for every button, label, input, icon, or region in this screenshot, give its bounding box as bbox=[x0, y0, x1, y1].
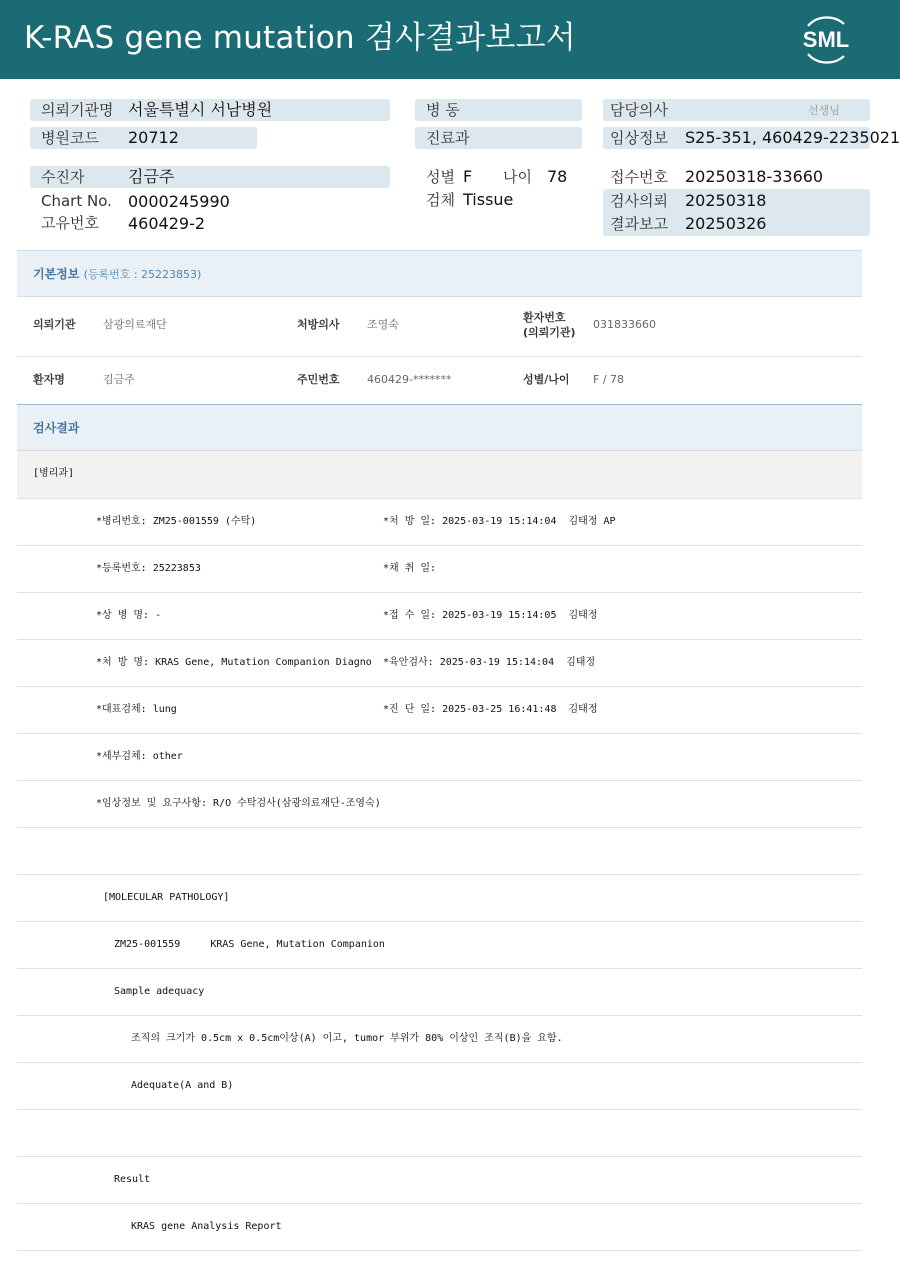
molecular-text: 조직의 크기가 0.5cm x 0.5cm이상(A) 이고, tumor 부위가 80% 이상인 조직(B)을 요함. bbox=[131, 1033, 563, 1044]
basic-info-row-1 bbox=[17, 296, 862, 357]
molecular-row bbox=[17, 1016, 862, 1063]
result-row bbox=[17, 593, 862, 640]
specimen-label: 검체 bbox=[426, 191, 455, 209]
dept-label: 진료과 bbox=[426, 129, 470, 147]
result-right-text: *채 취 일: bbox=[383, 563, 437, 574]
chart-no: 0000245990 bbox=[128, 192, 230, 211]
result-row bbox=[17, 781, 862, 828]
result-row bbox=[17, 640, 862, 687]
molecular-text: KRAS gene Analysis Report bbox=[131, 1221, 282, 1232]
patient-label: 수진자 bbox=[41, 168, 85, 186]
results-heading: 검사결과 bbox=[33, 421, 80, 435]
hospital-code: 20712 bbox=[128, 128, 179, 147]
result-right-text: *육안검사: 2025-03-19 15:14:04 김태정 bbox=[383, 657, 596, 668]
sex-value: F bbox=[463, 167, 473, 186]
clinical-info-label: 임상정보 bbox=[610, 129, 668, 147]
molecular-text: Adequate(A and B) bbox=[131, 1080, 234, 1091]
sml-logo-icon bbox=[796, 12, 856, 66]
result-left-text: *대표검체: lung bbox=[96, 704, 177, 715]
rrn-label: 주민번호 bbox=[297, 373, 340, 386]
molecular-row bbox=[17, 1063, 862, 1110]
result-row bbox=[17, 687, 862, 734]
prescriber-value: 조영숙 bbox=[367, 318, 399, 331]
result-left-text: *등록번호: 25223853 bbox=[96, 563, 201, 574]
dept-label-text: [병리과] bbox=[33, 468, 75, 479]
sex-age-label: 성별/나이 bbox=[523, 373, 570, 386]
molecular-row bbox=[17, 922, 862, 969]
clinical-info: S25-351, 460429-2235021 bbox=[685, 128, 900, 147]
molecular-text: ZM25-001559 KRAS Gene, Mutation Companion bbox=[114, 939, 385, 950]
patient-no-label-1: 환자번호 bbox=[523, 311, 566, 324]
molecular-row bbox=[17, 1110, 862, 1157]
registration-number: (등록번호 : 25223853) bbox=[83, 268, 202, 281]
result-left-text: *상 병 명: - bbox=[96, 610, 162, 621]
receipt-label: 접수번호 bbox=[610, 168, 668, 186]
dept-row bbox=[17, 451, 862, 499]
sex-age-value: F / 78 bbox=[593, 373, 625, 386]
chart-label: Chart No. bbox=[41, 192, 112, 210]
patient-name: 김금주 bbox=[128, 167, 175, 186]
molecular-text: Sample adequacy bbox=[114, 986, 205, 997]
molecular-text: [MOLECULAR PATHOLOGY] bbox=[103, 892, 230, 903]
molecular-row bbox=[17, 1204, 862, 1251]
report-header bbox=[0, 0, 900, 79]
patient-no-value: 031833660 bbox=[593, 318, 656, 331]
result-row bbox=[17, 546, 862, 593]
molecular-row bbox=[17, 1157, 862, 1204]
result-right-text: *진 단 일: 2025-03-25 16:41:48 김태정 bbox=[383, 704, 598, 715]
specimen-value: Tissue bbox=[463, 190, 514, 209]
result-right-text: *접 수 일: 2025-03-19 15:14:05 김태정 bbox=[383, 610, 598, 621]
basic-info-header bbox=[17, 250, 862, 297]
requesting-org: 서울특별시 서남병원 bbox=[128, 100, 273, 119]
result-right-text: *처 방 일: 2025-03-19 15:14:04 김태정 AP bbox=[383, 516, 616, 527]
sex-label: 성별 bbox=[426, 168, 455, 186]
logo-text: SML bbox=[802, 27, 850, 52]
molecular-row bbox=[17, 875, 862, 922]
molecular-row bbox=[17, 969, 862, 1016]
name-value: 김금주 bbox=[103, 373, 135, 386]
results-header bbox=[17, 405, 862, 451]
unique-label: 고유번호 bbox=[41, 214, 99, 232]
patient-no-label-2: (의뢰기관) bbox=[523, 326, 576, 339]
result-left-text: *처 방 명: KRAS Gene, Mutation Companion Diagno bbox=[96, 657, 372, 668]
result-left-text: *임상정보 및 요구사항: R/O 수탁검사(삼광의료재단-조영숙) bbox=[96, 798, 381, 809]
age-label: 나이 bbox=[503, 168, 532, 186]
report-label: 결과보고 bbox=[610, 215, 668, 233]
report-title: K-RAS gene mutation 검사결과보고서 bbox=[24, 20, 576, 56]
doctor-suffix: 선생님 bbox=[808, 104, 840, 117]
hospital-code-label: 병원코드 bbox=[41, 129, 99, 147]
result-row bbox=[17, 499, 862, 546]
name-label: 환자명 bbox=[33, 373, 65, 386]
ward-label: 병 동 bbox=[426, 101, 460, 119]
result-left-text: *세부검체: other bbox=[96, 751, 183, 762]
report-date: 20250326 bbox=[685, 214, 767, 233]
basic-info-title: 기본정보 bbox=[33, 267, 80, 281]
request-label: 검사의뢰 bbox=[610, 192, 668, 210]
prescriber-label: 처방의사 bbox=[297, 318, 340, 331]
result-row bbox=[17, 734, 862, 781]
doctor-label: 담당의사 bbox=[610, 101, 668, 119]
molecular-text: Result bbox=[114, 1174, 151, 1185]
requesting-org-label: 의뢰기관명 bbox=[41, 101, 114, 119]
org-value: 삼광의료재단 bbox=[103, 318, 167, 331]
basic-info-row-2 bbox=[17, 357, 862, 405]
receipt-no: 20250318-33660 bbox=[685, 167, 824, 186]
result-left-text: *병리번호: ZM25-001559 (수탁) bbox=[96, 516, 257, 527]
org-label: 의뢰기관 bbox=[33, 318, 76, 331]
blank-row bbox=[17, 828, 862, 875]
unique-no: 460429-2 bbox=[128, 214, 206, 233]
basic-info-heading bbox=[33, 265, 201, 282]
rrn-value: 460429-******* bbox=[367, 373, 452, 386]
request-date: 20250318 bbox=[685, 191, 767, 210]
age-value: 78 bbox=[547, 167, 568, 186]
